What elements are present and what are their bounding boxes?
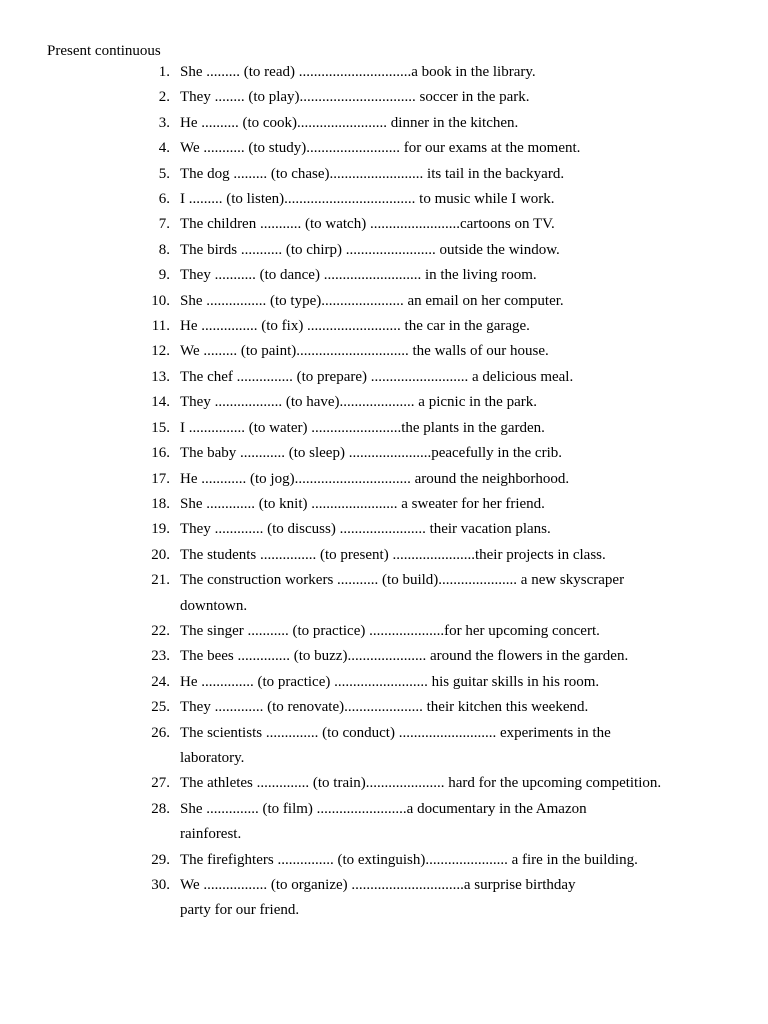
item-number: 23. xyxy=(151,648,170,665)
item-number: 24. xyxy=(151,673,170,690)
exercise-item xyxy=(142,85,742,110)
exercise-item xyxy=(142,721,742,772)
exercise-item xyxy=(142,492,742,517)
item-text xyxy=(180,797,742,848)
item-text-line: They ............. (to discuss) ....................... their vacation plans. xyxy=(180,521,551,538)
exercise-item xyxy=(142,619,742,644)
item-number: 9. xyxy=(158,267,170,284)
item-text-line: He .......... (to cook)........................ dinner in the kitchen. xyxy=(180,114,519,131)
item-number: 8. xyxy=(158,241,170,258)
item-number: 13. xyxy=(151,368,170,385)
exercise-item xyxy=(142,848,742,873)
item-text-continuation: laboratory. xyxy=(180,749,245,766)
item-text xyxy=(180,162,742,187)
item-text-line: He ............ (to jog)............................... around the neighborhood. xyxy=(180,470,570,487)
item-text-line: The singer ........... (to practice) ....................for her upcoming concert. xyxy=(180,622,600,639)
exercise-item xyxy=(142,543,742,568)
exercise-item xyxy=(142,289,742,314)
item-number: 27. xyxy=(151,775,170,792)
item-number: 10. xyxy=(151,292,170,309)
item-text xyxy=(180,441,742,466)
item-number: 14. xyxy=(151,394,170,411)
item-number: 7. xyxy=(158,216,170,233)
item-number: 2. xyxy=(158,89,170,106)
item-text xyxy=(180,517,742,542)
exercise-item xyxy=(142,644,742,669)
item-number: 11. xyxy=(151,318,170,335)
item-text xyxy=(180,136,742,161)
item-text-line: The children ........... (to watch) ........................cartoons on TV. xyxy=(180,216,555,233)
item-text xyxy=(180,263,742,288)
item-text-line: The firefighters ............... (to extinguish)...................... a fire in the building. xyxy=(180,851,638,868)
exercise-item xyxy=(142,467,742,492)
item-number: 6. xyxy=(158,191,170,208)
exercise-item xyxy=(142,60,742,85)
item-number: 29. xyxy=(151,851,170,868)
item-text xyxy=(180,60,742,85)
item-text-line: He .............. (to practice) ......................... his guitar skills in his room. xyxy=(180,673,600,690)
item-number: 28. xyxy=(151,800,170,817)
exercise-item xyxy=(142,390,742,415)
item-text-line: The athletes .............. (to train)..................... hard for the upcoming competition. xyxy=(180,775,662,792)
item-text xyxy=(180,644,742,669)
item-number: 3. xyxy=(158,114,170,131)
exercise-item xyxy=(142,238,742,263)
exercise-item xyxy=(142,517,742,542)
item-text xyxy=(180,289,742,314)
item-text-line: The bees .............. (to buzz)..................... around the flowers in the garden. xyxy=(180,648,629,665)
page-title: Present continuous xyxy=(47,43,161,59)
item-number: 21. xyxy=(151,572,170,589)
item-text xyxy=(180,187,742,212)
exercise-item xyxy=(142,441,742,466)
item-text xyxy=(180,238,742,263)
item-number: 5. xyxy=(158,165,170,182)
item-text-continuation: rainforest. xyxy=(180,826,242,843)
item-number: 16. xyxy=(151,445,170,462)
exercise-item xyxy=(142,416,742,441)
item-text-line: They ........ (to play)............................... soccer in the park. xyxy=(180,89,530,106)
item-text xyxy=(180,314,742,339)
item-text-line: He ............... (to fix) ......................... the car in the garage. xyxy=(180,318,530,335)
item-text xyxy=(180,365,742,390)
item-number: 18. xyxy=(151,495,170,512)
item-text-line: The chef ............... (to prepare) .......................... a delicious meal. xyxy=(180,368,574,385)
item-text xyxy=(180,848,742,873)
item-text xyxy=(180,212,742,237)
item-number: 1. xyxy=(158,64,170,80)
item-text-line: They ............. (to renovate)..................... their kitchen this weekend. xyxy=(180,699,589,716)
item-text xyxy=(180,695,742,720)
item-text-continuation: party for our friend. xyxy=(180,902,300,919)
item-text xyxy=(180,390,742,415)
item-text xyxy=(180,467,742,492)
item-text-line: The scientists .............. (to conduct) .......................... experiments in the xyxy=(180,724,611,741)
item-text xyxy=(180,85,742,110)
item-text xyxy=(180,873,742,924)
item-number: 26. xyxy=(151,724,170,741)
item-number: 17. xyxy=(151,470,170,487)
item-text-line: She ......... (to read) ..............................a book in the library. xyxy=(180,64,536,80)
item-text xyxy=(180,111,742,136)
exercise-item xyxy=(142,797,742,848)
exercise-item xyxy=(142,187,742,212)
item-number: 20. xyxy=(151,546,170,563)
exercise-item xyxy=(142,263,742,288)
exercise-item xyxy=(142,771,742,796)
item-number: 15. xyxy=(151,419,170,436)
item-number: 25. xyxy=(151,699,170,716)
exercise-item xyxy=(142,314,742,339)
exercise-item xyxy=(142,568,742,619)
item-text-line: They ........... (to dance) .......................... in the living room. xyxy=(180,267,537,284)
item-text-line: I ......... (to listen)................................... to music while I work. xyxy=(180,191,555,208)
exercise-item xyxy=(142,670,742,695)
item-text-line: The construction workers ........... (to build)..................... a new skyscraper xyxy=(180,572,625,589)
item-text xyxy=(180,619,742,644)
item-number: 12. xyxy=(151,343,170,360)
exercise-list xyxy=(142,60,742,924)
item-text-line: We ................. (to organize) ..............................a surprise birthday xyxy=(180,877,576,893)
item-text-line: She .............. (to film) ........................a documentary in the Amazon xyxy=(180,800,587,817)
item-number: 30. xyxy=(151,877,170,893)
item-text-line: They .................. (to have).................... a picnic in the park. xyxy=(180,394,537,411)
item-text xyxy=(180,543,742,568)
item-text xyxy=(180,416,742,441)
item-text-line: The baby ............ (to sleep) ......................peacefully in the crib. xyxy=(180,445,562,462)
exercise-item xyxy=(142,339,742,364)
exercise-item xyxy=(142,365,742,390)
item-text-line: The students ............... (to present) ......................their projects in class. xyxy=(180,546,606,563)
exercise-item xyxy=(142,162,742,187)
item-text-line: We ......... (to paint).............................. the walls of our house. xyxy=(180,343,549,360)
item-text-line: We ........... (to study)......................... for our exams at the moment. xyxy=(180,140,581,157)
item-text xyxy=(180,339,742,364)
item-text xyxy=(180,492,742,517)
item-text-line: The dog ......... (to chase)......................... its tail in the backyard. xyxy=(180,165,565,182)
item-text-line: She ............. (to knit) ....................... a sweater for her friend. xyxy=(180,495,545,512)
item-text xyxy=(180,721,742,772)
exercise-item xyxy=(142,212,742,237)
item-text-continuation: downtown. xyxy=(180,597,248,614)
item-text xyxy=(180,771,742,796)
item-text-line: I ............... (to water) ........................the plants in the garden. xyxy=(180,419,545,436)
item-number: 4. xyxy=(158,140,170,157)
item-text-line: She ................ (to type)...................... an email on her computer. xyxy=(180,292,564,309)
exercise-item xyxy=(142,695,742,720)
exercise-item xyxy=(142,111,742,136)
item-number: 19. xyxy=(151,521,170,538)
exercise-item xyxy=(142,136,742,161)
item-number: 22. xyxy=(151,622,170,639)
item-text-line: The birds ........... (to chirp) ........................ outside the window. xyxy=(180,241,560,258)
item-text xyxy=(180,568,742,619)
item-text xyxy=(180,670,742,695)
exercise-item xyxy=(142,873,742,924)
